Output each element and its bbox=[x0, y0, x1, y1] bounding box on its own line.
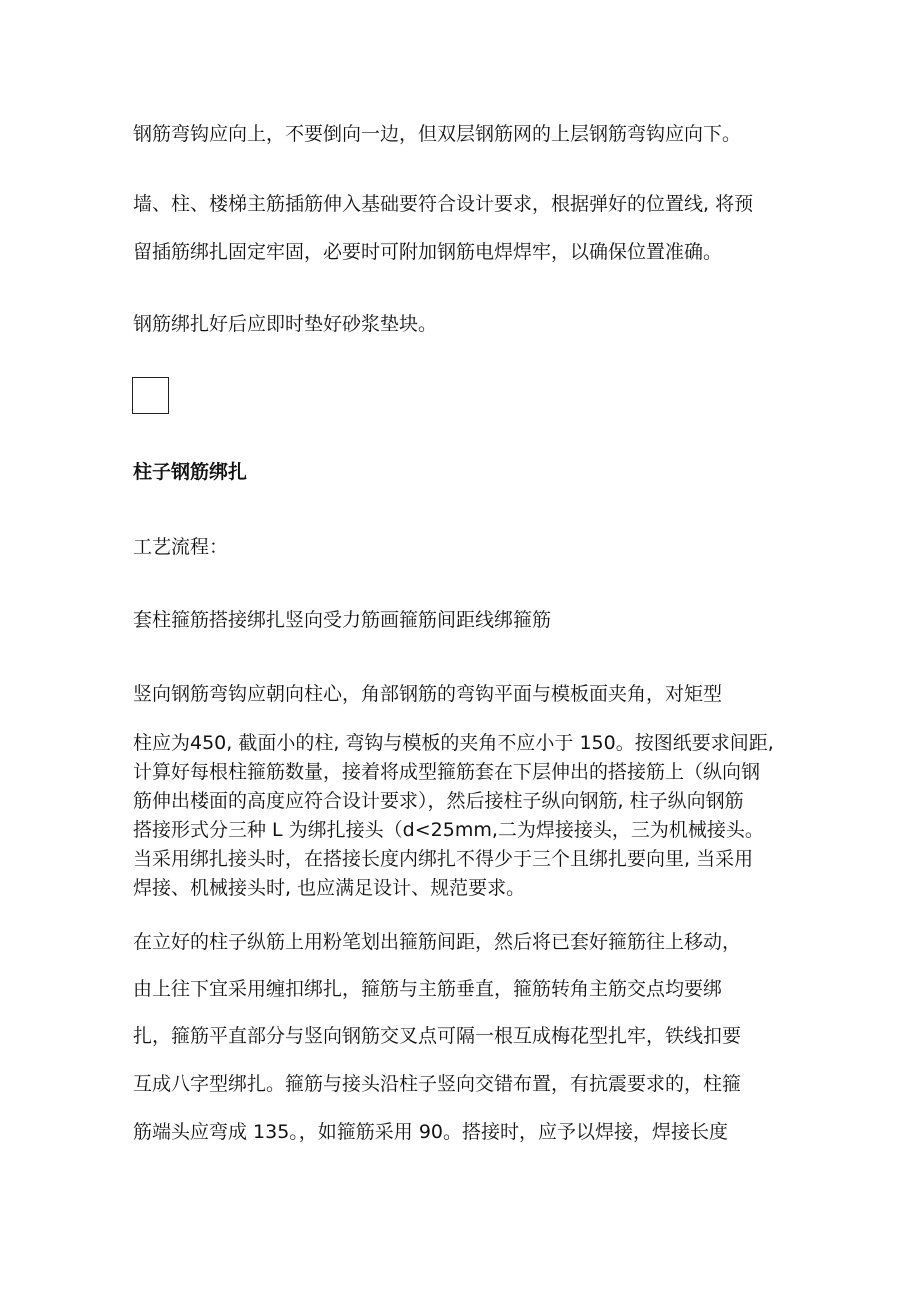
paragraph-column-hooks-line-1: 竖向钢筋弯钩应朝向柱心，角部钢筋的弯钩平面与模板面夹角，对矩型 bbox=[133, 683, 723, 705]
paragraph-column-stirrups bbox=[133, 731, 774, 905]
paragraph-starter-bars-line-1: 墙、柱、楼梯主筋插筋伸入基础要符合设计要求，根据弹好的位置线, 将预 bbox=[133, 193, 754, 215]
text-line: 当采用绑扎接头时，在搭接长度内绑扎不得少于三个且绑扎要向里, 当采用 bbox=[133, 848, 754, 870]
paragraph-mortar-spacers: 钢筋绑扎好后应即时垫好砂浆垫块。 bbox=[133, 313, 438, 335]
paragraph-starter-bars-line-2: 留插筋绑扎固定牢固，必要时可附加钢筋电焊焊牢，以确保位置准确。 bbox=[133, 241, 723, 263]
text-line: 计算好每根柱箍筋数量，接着将成型箍筋套在下层伸出的搭接筋上（纵向钢 bbox=[133, 761, 761, 783]
process-steps: 套柱箍筋搭接绑扎竖向受力筋画箍筋间距线绑箍筋 bbox=[133, 609, 552, 631]
paragraph-stirrup-binding-line-2: 由上往下宜采用缠扣绑扎，箍筋与主筋垂直，箍筋转角主筋交点均要绑 bbox=[133, 978, 723, 1000]
paragraph-stirrup-binding-line-1: 在立好的柱子纵筋上用粉笔划出箍筋间距，然后将已套好箍筋往上移动， bbox=[133, 931, 742, 953]
text-line: 筋伸出楼面的高度应符合设计要求），然后接柱子纵向钢筋, 柱子纵向钢筋 bbox=[133, 790, 744, 812]
paragraph-stirrup-binding-line-3: 扎，箍筋平直部分与竖向钢筋交叉点可隔一根互成梅花型扎牢，铁线扣要 bbox=[133, 1025, 742, 1047]
text-line: 搭接形式分三种 L 为绑扎接头（d<25mm,二为焊接接头，三为机械接头。 bbox=[133, 819, 764, 841]
paragraph-stirrup-binding-line-5: 筋端头应弯成 135。，如箍筋采用 90。搭接时，应予以焊接，焊接长度 bbox=[133, 1121, 729, 1143]
paragraph-hook-direction: 钢筋弯钩应向上，不要倒向一边，但双层钢筋网的上层钢筋弯钩应向下。 bbox=[133, 123, 742, 145]
text-line: 焊接、机械接头时, 也应满足设计、规范要求。 bbox=[133, 877, 526, 899]
image-placeholder bbox=[132, 377, 169, 414]
paragraph-stirrup-binding-line-4: 互成八字型绑扎。箍筋与接头沿柱子竖向交错布置，有抗震要求的，柱箍 bbox=[133, 1073, 742, 1095]
process-label: 工艺流程： bbox=[133, 536, 229, 558]
text-line: 柱应为450, 截面小的柱, 弯钩与模板的夹角不应小于 150。按图纸要求间距, bbox=[133, 732, 774, 754]
section-heading: 柱子钢筋绑扎 bbox=[133, 461, 248, 483]
